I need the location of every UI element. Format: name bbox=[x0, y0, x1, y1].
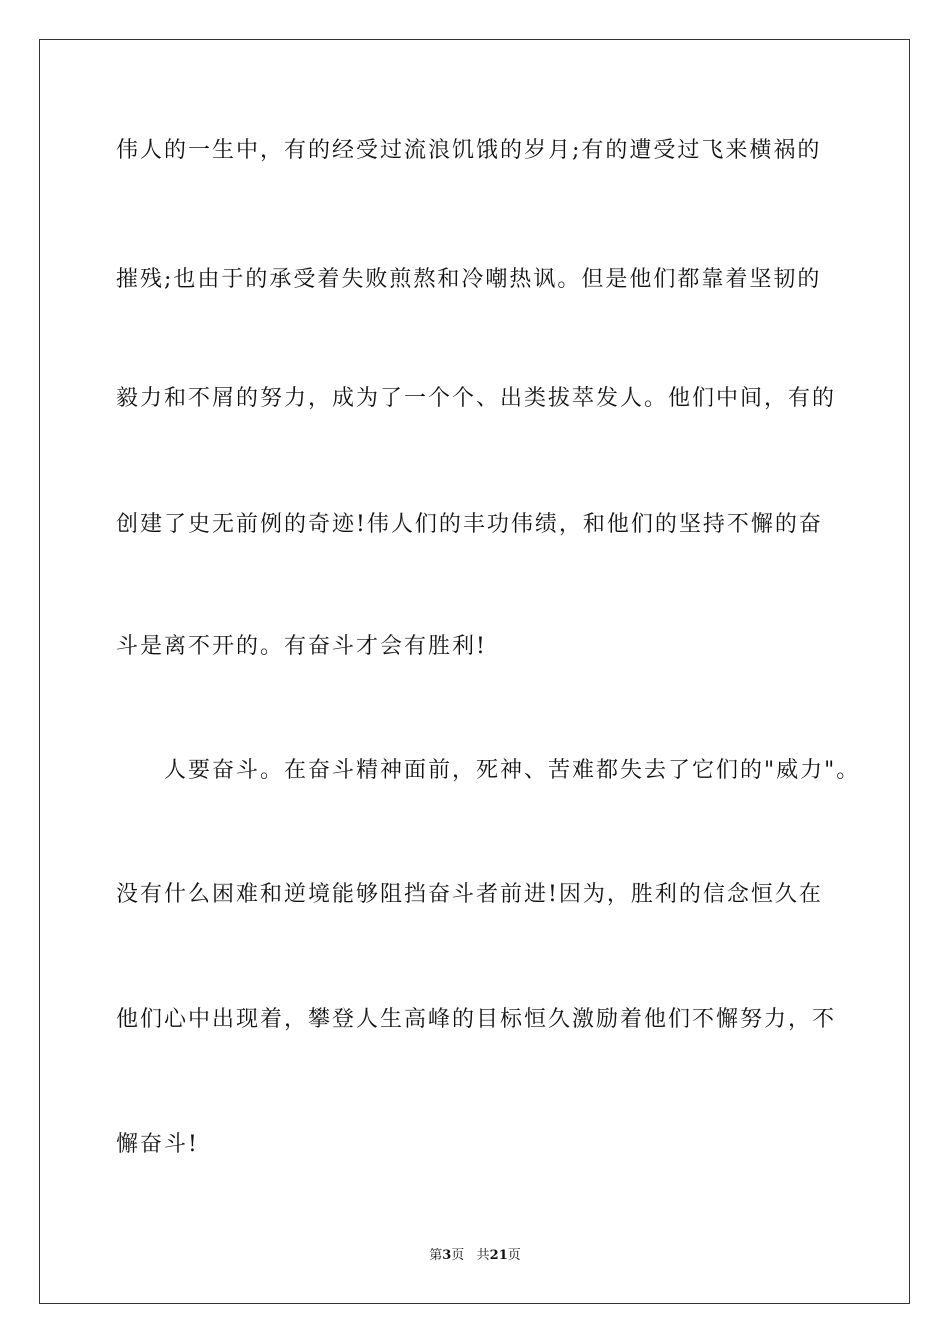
body-text-line: 人要奋斗。在奋斗精神面前，死神、苦难都失去了它们的"威力"。 bbox=[116, 758, 861, 783]
page-footer bbox=[0, 1247, 950, 1265]
body-text-line: 他们心中出现着，攀登人生高峰的目标恒久激励着他们不懈努力，不 bbox=[116, 1007, 837, 1032]
body-text-line: 伟人的一生中，有的经受过流浪饥饿的岁月;有的遭受过飞来横祸的 bbox=[116, 138, 822, 163]
body-text-line: 懈奋斗! bbox=[116, 1132, 199, 1157]
page-frame bbox=[39, 39, 910, 1304]
footer-prefix: 第 bbox=[429, 1248, 443, 1263]
footer-suffix: 页 bbox=[507, 1248, 521, 1263]
current-page-number: 3 bbox=[442, 1248, 452, 1263]
body-text-line: 创建了史无前例的奇迹!伟人们的丰功伟绩，和他们的坚持不懈的奋 bbox=[116, 512, 823, 537]
body-text-line: 斗是离不开的。有奋斗才会有胜利! bbox=[116, 634, 487, 659]
body-text-line: 毅力和不屑的努力，成为了一个个、出类拔萃发人。他们中间，有的 bbox=[116, 386, 837, 411]
body-text-line: 摧残;也由于的承受着失败煎熬和冷嘲热讽。但是他们都靠着坚韧的 bbox=[116, 267, 822, 292]
total-page-count: 21 bbox=[489, 1248, 508, 1263]
body-text-line: 没有什么困难和逆境能够阻挡奋斗者前进!因为，胜利的信念恒久在 bbox=[116, 882, 823, 907]
footer-middle: 页 共 bbox=[451, 1248, 490, 1263]
